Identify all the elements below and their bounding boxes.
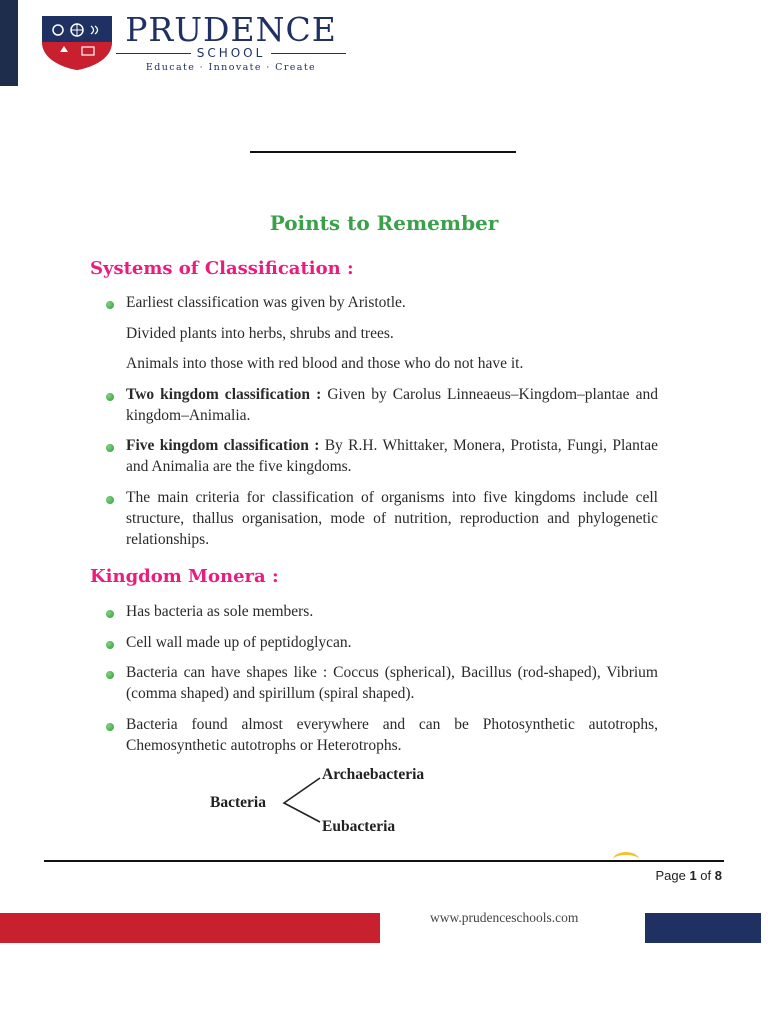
bullet-text: The main criteria for classification of organisms into five kingdoms include cell structure, thallus organisation, mode of nutrition, reproduction and phylogenetic relationships.: [126, 489, 658, 548]
list-text: Divided plants into herbs, shrubs and trees.: [126, 325, 394, 342]
list-item: [108, 632, 658, 653]
page-prefix: Page: [655, 868, 690, 883]
bullet-icon: [106, 393, 114, 401]
divider: [271, 53, 346, 54]
footer-url: www.prudenceschools.com: [430, 910, 579, 925]
bullet-icon: [106, 301, 114, 309]
page-mid: of: [696, 868, 715, 883]
page-total: 8: [714, 868, 722, 883]
diagram-root-label: Bacteria: [210, 794, 266, 811]
list-item: [108, 384, 658, 426]
term: Two kingdom classification :: [126, 386, 322, 403]
definition: By R.H. Whittaker, Monera, Protista, Fungi, Plantae and Animalia are the five kingdoms.: [126, 437, 659, 475]
bullet-text: [126, 384, 658, 426]
bullet-icon: [106, 641, 114, 649]
branch-connector: [280, 776, 324, 824]
bullet-icon: [106, 671, 114, 679]
bullet-icon: [106, 723, 114, 731]
title-rule: [250, 151, 516, 153]
footer-red-band: [0, 913, 380, 943]
bullet-text: [126, 435, 658, 477]
list-item: [108, 435, 658, 477]
term: Five kingdom classification :: [126, 437, 320, 454]
footer-navy-band: [645, 913, 761, 943]
bullet-text: Bacteria can have shapes like : Coccus (spherical), Bacillus (rod-shaped), Vibrium (comma shaped) and spirillum (spiral shaped).: [126, 664, 658, 702]
section-heading-monera: Kingdom Monera :: [90, 566, 279, 587]
bullet-text: Cell wall made up of peptidoglycan.: [126, 634, 352, 651]
crest-icon: [38, 12, 118, 72]
definition: Given by Carolus Linneaeus–Kingdom–plantae and kingdom–Animalia.: [126, 386, 658, 424]
diagram-branch-top: Archaebacteria: [322, 766, 425, 783]
brand-block: [116, 12, 346, 73]
list-text: Animals into those with red blood and those who do not have it.: [126, 355, 524, 372]
brand-tagline: Educate · Innovate · Create: [145, 62, 317, 73]
bullet-icon: [106, 496, 114, 504]
bullet-icon: [106, 610, 114, 618]
list-item: [108, 292, 658, 313]
decorative-arc: [613, 852, 639, 867]
list-item: [108, 662, 658, 704]
brand-name: PRUDENCE: [125, 10, 337, 49]
list-item: [108, 487, 658, 550]
divider: [116, 53, 191, 54]
diagram-branch-bottom: Eubacteria: [322, 818, 396, 835]
bullet-text: Has bacteria as sole members.: [126, 603, 314, 620]
bullet-text: Earliest classification was given by Aristotle.: [126, 294, 406, 311]
bullet-text: Bacteria found almost everywhere and can be Photosynthetic autotrophs, Chemosynthetic autotrophs or Heterotrophs.: [126, 716, 658, 754]
bullet-icon: [106, 444, 114, 452]
list-item: [108, 714, 658, 756]
brand-subtitle: SCHOOL: [196, 46, 266, 60]
list-item: [108, 601, 658, 622]
header-accent-bar: [0, 0, 18, 86]
page-title: Points to Remember: [269, 211, 499, 235]
page-current: 1: [689, 868, 697, 883]
section-heading-classification: Systems of Classification :: [90, 258, 354, 279]
page-number: [655, 868, 722, 883]
